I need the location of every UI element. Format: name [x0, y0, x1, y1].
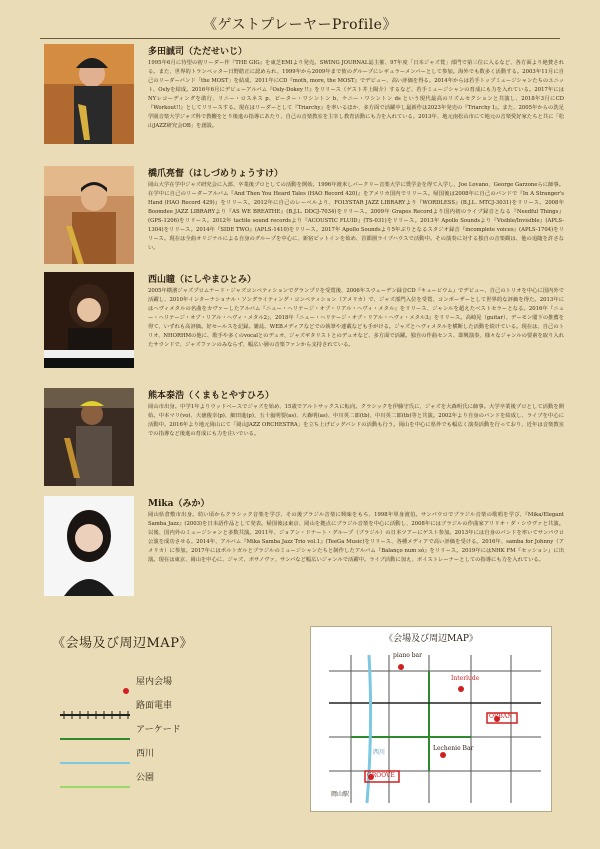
legend-item-arcade [60, 720, 280, 744]
map-label-lechenie: Lechenie Bar [433, 745, 474, 752]
legend-item-venue [60, 672, 280, 696]
venue-dot-icon [60, 680, 130, 686]
map-legend [60, 672, 280, 792]
map-label-groove: GROOVE [367, 772, 395, 779]
map-section-title: 《会場及び周辺MAP》 [52, 636, 193, 651]
map-label-station: 岡山駅 [331, 791, 350, 798]
profile-photo [44, 166, 134, 264]
profile-name: 多田誠司（ただせいじ） [148, 47, 248, 57]
profile-bio: 岡山大学在学中ジャズ研究会に入部、卒業後プロとしての活動を開始。1996年渡米しバークリー音楽大学に奨学金を得て入学し、Joe Lovano、George Garzoneらに師事。在学中に自己のリーダーアルバム『And Then You Heard Tales (HAO Record 420)』をアメリカ国内でリリース。帰国後は2008年に自己のバンドで『In A Stranger's Hand (HAO Record 429)』をリリース。2012年に自己のレーベルより、FOLYSTAR JAZZ LIBRARYより『WORDLESS』(B.J.L. MTCJ-3031)をリリース。2008年 Boomdee JAZZ LIBRARYより『AS WE BREATHE』(B.J.L. DDCJ-7034)をリリース。2009年 Grapes Recordより国内初のライブ録音となる『Needful Things』(GPS-1206)をリリース。2012年 tactile sound recordsより『ACOUSTIC FLUID』(TS-031)をリリース。2013年 Apollo Soundsより『Visible/Invisible』(APLS-1304)をリリース。2014年『SIDE TWO』(APLS-1410)をリリース。2017年 Apollo Soundsより5年ぶりとなるスタジオ録音『incomplete voices』(APLS-1704)をリリース。現在は全曲オリジナルによる自身のグループを中心に、新宿ピットインを始め、首都圏ライブハウスで活動中。その演奏に対する独自の音楽観は、他の追随を許さない。 [148, 182, 564, 251]
profile-photo [44, 272, 134, 368]
arcade-line-icon [60, 728, 130, 734]
river-line-icon [60, 752, 130, 758]
title-divider [40, 38, 560, 39]
area-map [310, 626, 552, 812]
map-label-orban: ORBAN [489, 713, 513, 720]
profile-name: 西山瞳（にしやまひとみ） [148, 275, 257, 285]
map-label-interlude: Interlude [451, 675, 480, 682]
legend-label: 西川 [136, 749, 155, 759]
legend-label: 路面電車 [136, 701, 173, 711]
legend-label: 屋内会場 [136, 677, 173, 687]
profile-photo [44, 496, 134, 596]
tram-line-icon [60, 704, 130, 710]
profile-bio: 1995年6月に待望の初リーダー作『THE GIG』を東芝EMIより発売。SWING JOURNAL誌主催、97年度「日本ジャズ賞」部門で第三位に入るなど、各方面より絶賛される。また、世界的トランペッター日野皓正に認められ、1999年から2009年まで彼のグループにレギュラーメンバーとして参加。海外でも数多く活動する。2003年11月に自己のリーダーバンド「the MOST」を結成、2011年にCD『moth, more, the MOST』でデビュー、高い評価を得る。2014年からは若手トップミュージシャンたちのユニット、Oslyを結成。2016年6月にデビューアルバム『Osly-Dokey !!』をリリース（ゲスト井上陽介）するなど、若手ミュージシャンの育成にも力を入れている。2017年にはNYレコーディングを敢行、リニー・ロスネス p、ピーター・ワシントン b、ケニー・ワシントン ds という現代最高のリズムセクションと共演し、2018年3月にCD『Workout!!』としてリリースする。現在はリーダーとして『Triarchy』を率いるほか、多方面で活躍中し最新作は2023年発売の『Triarchy Ⅰ』。また、2005年からの洗足学園音楽大学ジャズ科で教鞭をとり後進の指導にあたり、自己の音楽教室を主宰し教育活動にも力を入れている。2013年、地元南松山市にて地元の音楽愛好家たちと共に「松山JAZZ研究会OB」を創設。 [148, 60, 564, 129]
profile-name: 橋爪亮督（はしづめりょうすけ） [148, 169, 284, 179]
profile-photo [44, 44, 134, 144]
legend-label: 公園 [136, 773, 155, 783]
legend-label: アーケード [136, 725, 181, 735]
profile-name: Mika（みか） [148, 499, 210, 509]
profile-bio: 2005年横濱ジャズプロムナード・ジャズコンペティションでグランプリを受賞後、2006年スウェーデン録音CD『キュービウム』でデビュー、自己のトリオを中心に国内外で活躍し、2010年インターナショナル・ソングライティング・コンペティション（アメリカ）で、ジャズ部門入位を受賞、コンポーザーとして世界的な評価を得た。2013年にはヘヴィメタルの名曲をカヴァーしたアルバム『ニュー・ヘリテージ・オブ・リアル・ヘヴィ・メタル』をリリース、ジャンルを超えたベストセラーとなる。2016年『ニュー・ヘリテージ・オブ・リアル・ヘヴィ・メタル2』、2018年『ニュー・ヘリテージ・オブ・リアル・ヘヴィ・メタル3』をリリース。高崎晃（guitar）、デーモン閣下の推薦を得て、いずれも高評価。好セールスを記録。雑誌、WEBメディアなどでの執筆や連載なども手がける。ジャズとヘヴィメタルを横断した活動を続けている。現在は、自己のトリオ、NHORHMの他に、歌手や多くのvocalとのデュオ、ジャズギタリストとのデュオなど、多方面で活躍。独自の作曲センス、即興演奏、様々なジャンルの要素を取り入れたサウンドで、ジャズファンのみならず、幅広い層の音楽ファンから支持されている。 [148, 288, 565, 348]
map-label-piano-bar: piano bar [393, 652, 423, 659]
legend-item-tram [60, 696, 280, 720]
map-label-river: 西川 [373, 749, 386, 756]
profile-name: 熊本泰浩（くまもとやすひろ） [148, 391, 275, 401]
profile-photo [44, 388, 134, 486]
profile-bio: 岡山市出身。中学1年よりウッドベースでジャズを始め、15歳でアルトサックスに転向。クラシックを伊藤守氏に、ジャズを大森明氏に師事。大学卒業後プロとして活動を開始。中本マリ(vo)、大徳俊幸(p)、細田進(p)、五十嵐明要(as)、大森明(as)、中川英二郎(tb)、中川英二郎(tb)等と共演。2002年より自身のバンドを結成し、ライブを中心に活動中。2016年より地元岡山にて「岡山JAZZ ORCHESTRA」を立ち上げビッグバンドの活動も行う。岡山を中心に県外でも幅広く演奏活動を行っており、近年は音楽教室での指導など後進の育成にも力を注いでいる。 [148, 404, 564, 437]
profile-bio: 岡山県倉敷市出身。幼い頃からクラシック音楽を学び、その後ブラジル音楽に興味をもち、1998年単身渡伯。サンパウロでブラジル音楽の歌唱を学び、『Mika/Elegant Samba Jazz』(2003)を日本語作品として発表。帰国後は東京、岡山を拠点にブラジル音楽を中心に活動し、2008年にはブラジルの作曲家アリリオ・ダ・シウヴァと共演。以後、国内外のミュージシャンと多数共演。2011年、ジョアン・ドナート・グループ（ブラジル）の日本ツアーにゲスト参加。2013年には自身のバンドを率いてサンパウロ公演を成功させる。2014年、アルバム『Mika Samba Jazz Trio vol.1』(TeeGa Music)をリリース、各種メディアで高い評価を受ける。2016年、samba for Johnny（アメリカ）に参加。2017年にはポルトガルとブラジルのミュージシャンたちと制作したアルバム『Balanço num só』をリリース。2019年にはNHK FM『セッション』に出演。現在は東京、岡山を中心に、ジャズ、ボサノヴァ、サンバなど幅広いジャンルで活躍中。ライブ活動に加え、ボイストレーナーとしての指導にも力を入れている。 [148, 512, 564, 563]
map-title: 《会場及び周辺MAP》 [384, 634, 478, 644]
legend-item-river [60, 744, 280, 768]
legend-item-park [60, 768, 280, 792]
guest-profile-title: 《ゲストプレーヤーProfile》 [203, 17, 397, 33]
park-line-icon [60, 776, 130, 782]
